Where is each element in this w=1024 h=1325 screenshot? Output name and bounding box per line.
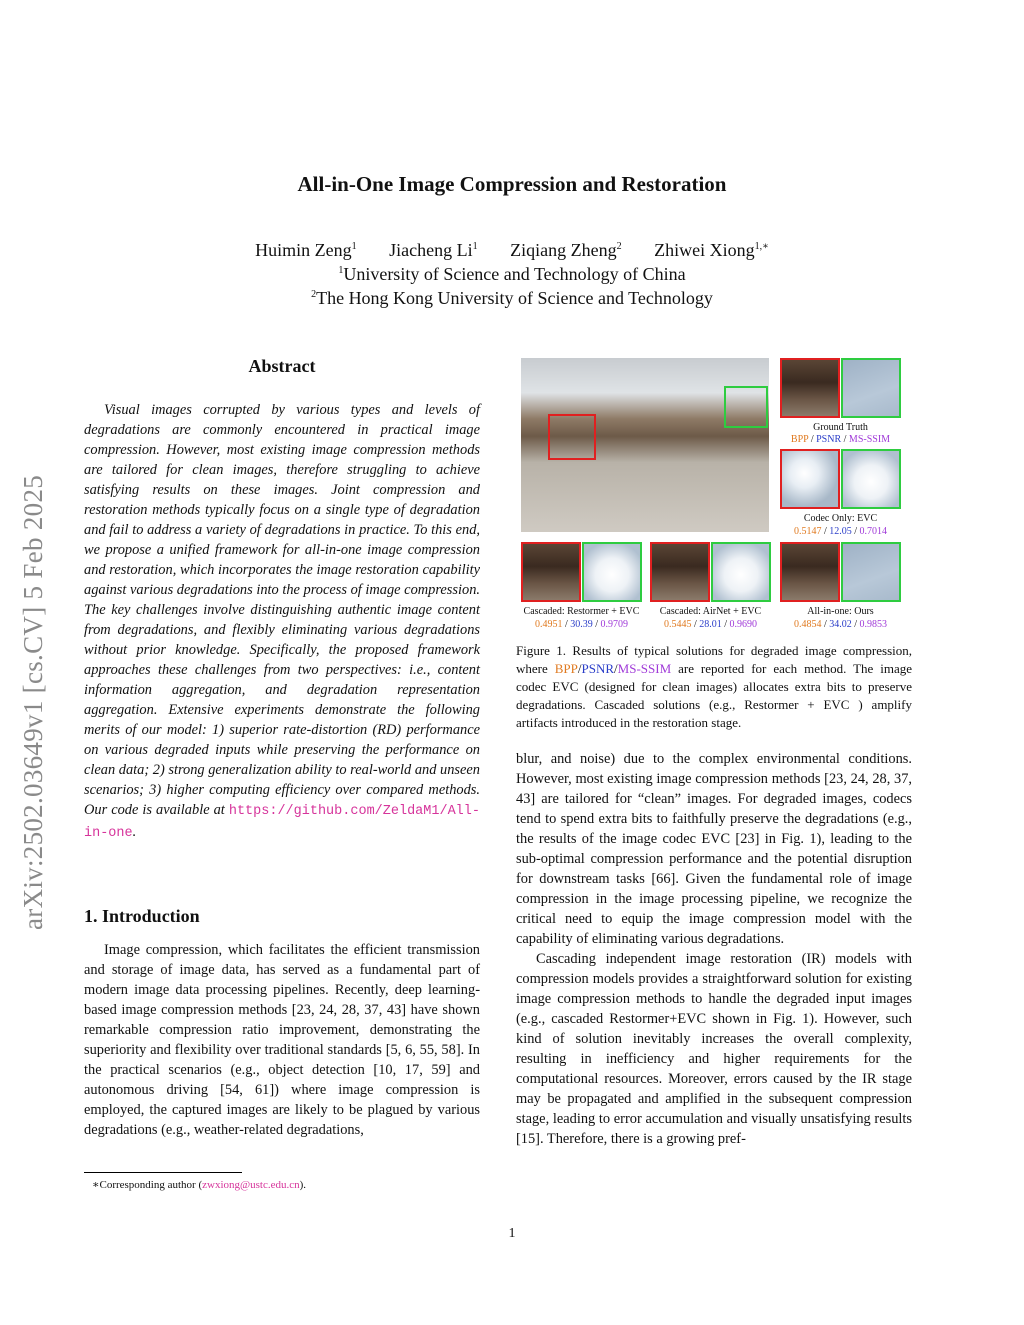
arxiv-identifier: arXiv:2502.03649v1 [cs.CV] 5 Feb 2025 [18, 474, 48, 930]
figure-caption: Figure 1. Results of typical solutions for degraded image compression, where BPP/PSNR/MS-SSIM are reported for each method. The image codec EVC (designed for clean images) allocates extra bits to preserve degradations. Cascaded solutions (e.g., Restormer + EVC ) amplify artifacts introduced in the restoration stage. [516, 643, 913, 730]
metric-legend: BPP / PSNR / MS-SSIM [790, 434, 891, 445]
author-list [0, 240, 1024, 261]
gt-label: Ground Truth [813, 422, 868, 433]
affiliation: $^2$The Hong Kong University of Science and Technology [311, 288, 713, 308]
ours-label: All-in-one: Ours [807, 606, 874, 617]
airnet-crop-red [650, 542, 710, 602]
gt-crop-red [780, 358, 840, 418]
zoom-box-green [724, 386, 768, 428]
restormer-crop-green [582, 542, 642, 602]
intro-continued: blur, and noise) due to the complex environmental conditions. However, most existing image compression methods [23, 24, 28, 37, 43] are tailored for “clean” images. For degraded images, codecs tend to spend extra bits to faithfully preserve the degradations (e.g., the results of the image codec EVC [23] in Fig. 1), leading to the sub-optimal compression performance and the potential disruption for downstream tasks [66]. Given the fundamental role of image compression in the image processing pipeline, we recognize the critical need to equip the image compression model with the capability of eliminating various degradations. Cascading independent image restoration (IR) models with compression models provides a straightforward solution for existing image compression methods to handle the degraded input images (e.g., cascaded Restormer+EVC shown in Fig. 1). However, such kind of solution inevitably increases the overall complexity, resulting in inefficiency and higher requirements for the computational resources. Moreover, errors caused by the IR stage may be propagated and amplified in the subsequent compression stage, leading to error accumulation and visually unsatisfying results [15]. Therefore, there is a growing pref- [516, 751, 912, 1147]
code-link[interactable]: https://github.com/ZeldaM1/All-in-one [84, 804, 480, 841]
evc-metrics: 0.5147 / 12.05 / 0.7014 [793, 526, 888, 537]
section-heading: 1. Introduction [84, 906, 200, 926]
ours-crop-green [841, 542, 901, 602]
airnet-metrics: 0.5445 / 28.01 / 0.9690 [663, 619, 758, 630]
affiliation: $^1$University of Science and Technology of China [338, 264, 686, 284]
restormer-metrics: 0.4951 / 30.39 / 0.9709 [534, 619, 629, 630]
author: Huimin Zeng$^1$ [255, 240, 357, 260]
abstract-body: Visual images corrupted by various types and levels of degradations are commonly encountered in practical image compression. However, most existing image compression methods are tailored for clean images, therefore struggling to achieve satisfying results on these images. Joint compression and restoration methods typically focus on a single type of degradation and fail to address a variety of degradations in practice. To this end, we propose a unified framework for all-in-one image compression and restoration, which incorporates the image restoration capability against various degradations into the process of image compression. The key challenges involve distinguishing authentic image content from degradations, and flexibly eliminating various degradations without prior knowledge. Specifically, the proposed framework approaches these challenges from two perspectives: i.e., content information aggregation, and degradation representation aggregation. Extensive experiments demonstrate the following merits of our model: 1) superior rate-distortion (RD) performance on various degraded inputs while preserving the performance on clean data; 2) strong generalization ability to real-world and unseen scenarios; 3) higher computing efficiency over compared methods. Our code is available at https://github.com/ZeldaM1/All-in-one. [84, 402, 480, 841]
evc-crop-red [780, 449, 840, 509]
page-number: 1 [508, 1226, 516, 1241]
paper-title: All-in-One Image Compression and Restoration [297, 172, 727, 196]
email-link[interactable]: zwxiong@ustc.edu.cn [202, 1179, 300, 1191]
gt-crop-green [841, 358, 901, 418]
ours-crop-red [780, 542, 840, 602]
abstract-heading: Abstract [248, 356, 316, 376]
author: Ziqiang Zheng$^2$ [510, 240, 622, 260]
airnet-label: Cascaded: AirNet + EVC [659, 606, 762, 617]
intro-paragraph: Image compression, which facilitates the efficient transmission and storage of image data, has served as a fundamental part of modern image data processing pipelines. Recently, deep learning-based image compression methods [23, 24, 28, 37, 43] have shown remarkable compression ratio improvement, demonstrating the superiority and flexibility over traditional standards [5, 6, 55, 58]. In the practical scenarios (e.g., object detection [10, 17, 59] and autonomous driving [54, 61]) where image compression is employed, the captured images are likely to be plagued by various degradations (e.g., weather-related degradations, [84, 942, 480, 1138]
footnote-rule [84, 1172, 242, 1173]
zoom-box-red [548, 414, 596, 460]
evc-label: Codec Only: EVC [803, 513, 878, 524]
airnet-crop-green [711, 542, 771, 602]
author: Zhiwei Xiong$^{1,∗}$ [654, 240, 769, 260]
restormer-label: Cascaded: Restormer + EVC [523, 606, 640, 617]
footnote: ∗Corresponding author (zwxiong@ustc.edu.cn). [92, 1179, 307, 1191]
evc-crop-green [841, 449, 901, 509]
ours-metrics: 0.4854 / 34.02 / 0.9853 [793, 619, 888, 630]
restormer-crop-red [521, 542, 581, 602]
author: Jiacheng Li$^1$ [389, 240, 478, 260]
